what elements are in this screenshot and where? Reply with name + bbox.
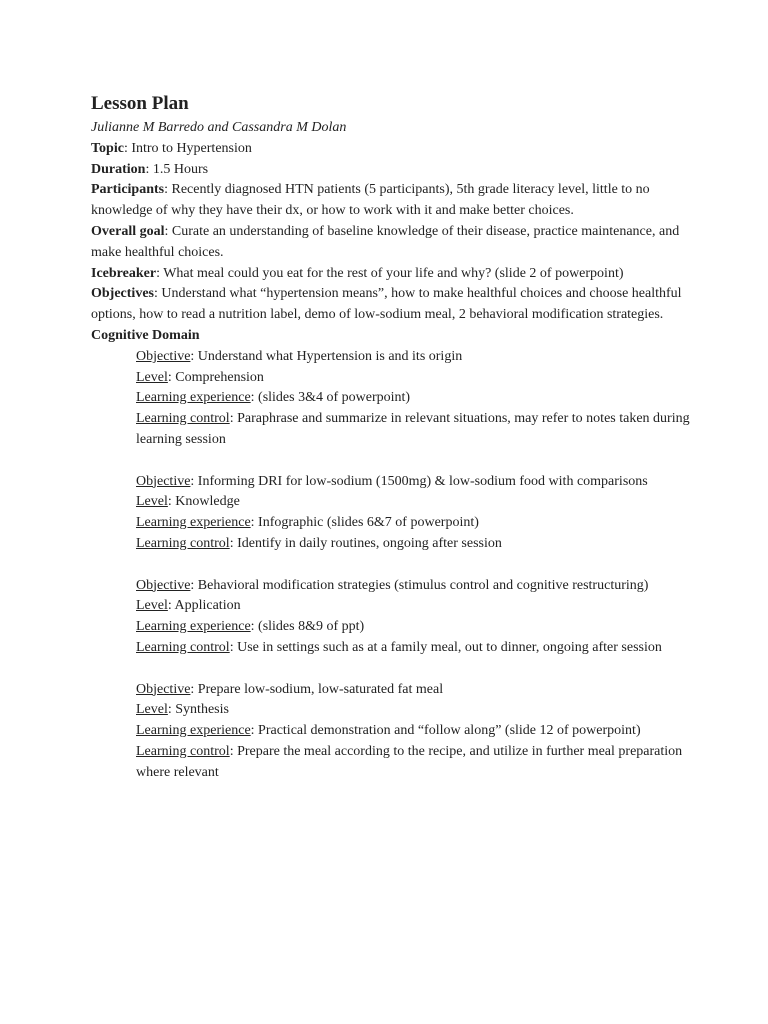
level-text: : Comprehension <box>167 369 264 385</box>
level-label: Level <box>136 369 168 385</box>
field-label: Icebreaker <box>91 265 157 281</box>
objective-block <box>136 347 691 451</box>
control-label: Learning control <box>136 535 230 551</box>
objective-line <box>136 576 691 597</box>
control-text: : Use in settings such as at a family meal, out to dinner, ongoing after session <box>229 639 662 655</box>
objective-text: : Prepare low-sodium, low-saturated fat meal <box>190 681 444 697</box>
field-label: Topic <box>91 140 124 156</box>
objective-block <box>136 576 691 659</box>
field-value: : Intro to Hypertension <box>123 140 252 156</box>
field-value: : Recently diagnosed HTN patients (5 participants), 5th grade literacy level, little to no knowledge of why they have their dx, or how to work with it and make better choices. <box>91 182 650 219</box>
experience-text: : (slides 8&9 of ppt) <box>250 619 365 635</box>
field-label: Duration <box>91 161 146 177</box>
experience-label: Learning experience <box>136 723 251 739</box>
field-label: Objectives <box>91 286 154 302</box>
level-label: Level <box>136 702 168 718</box>
field-value: : What meal could you eat for the rest of your life and why? (slide 2 of powerpoint) <box>156 265 624 281</box>
level-label: Level <box>136 494 168 510</box>
experience-line <box>136 513 691 534</box>
control-label: Learning control <box>136 411 230 427</box>
section-heading-cognitive-domain: Cognitive Domain <box>91 327 200 343</box>
objective-label: Objective <box>136 473 191 489</box>
control-label: Learning control <box>136 639 230 655</box>
experience-text: : Practical demonstration and “follow along” (slide 12 of powerpoint) <box>250 723 641 739</box>
objective-block <box>136 472 691 555</box>
field-icebreaker <box>91 264 691 285</box>
objective-text: : Understand what Hypertension is and its origin <box>190 348 463 364</box>
objective-line <box>136 472 691 493</box>
objective-line <box>136 680 691 701</box>
level-line <box>136 700 691 721</box>
field-objectives <box>91 284 691 326</box>
level-text: : Application <box>167 598 241 614</box>
objective-label: Objective <box>136 348 191 364</box>
control-text: : Identify in daily routines, ongoing after session <box>229 535 502 551</box>
field-value: : Curate an understanding of baseline knowledge of their disease, practice maintenance, and make healthful choices. <box>91 223 680 260</box>
field-duration <box>91 160 691 181</box>
field-label: Participants <box>91 182 165 198</box>
control-text: : Prepare the meal according to the recipe, and utilize in further meal preparation where relevant <box>136 743 683 780</box>
experience-label: Learning experience <box>136 515 251 531</box>
objective-label: Objective <box>136 681 191 697</box>
experience-label: Learning experience <box>136 390 251 406</box>
experience-line <box>136 617 691 638</box>
objective-block <box>136 680 691 784</box>
objective-line <box>136 347 691 368</box>
level-text: : Synthesis <box>167 702 229 718</box>
experience-text: : Infographic (slides 6&7 of powerpoint) <box>250 515 479 531</box>
field-participants <box>91 180 691 222</box>
experience-line <box>136 721 691 742</box>
experience-text: : (slides 3&4 of powerpoint) <box>250 390 411 406</box>
control-line <box>136 638 691 659</box>
level-line <box>136 368 691 389</box>
control-text: : Paraphrase and summarize in relevant situations, may refer to notes taken during learning session <box>136 411 690 447</box>
control-line <box>136 742 691 784</box>
level-line <box>136 596 691 617</box>
page-title: Lesson Plan <box>91 93 189 114</box>
objective-label: Objective <box>136 577 191 593</box>
experience-line <box>136 388 691 409</box>
objective-text: : Informing DRI for low-sodium (1500mg) & low-sodium food with comparisons <box>190 473 648 489</box>
field-overall-goal <box>91 222 691 264</box>
control-line <box>136 409 691 451</box>
level-text: : Knowledge <box>167 494 240 510</box>
control-label: Learning control <box>136 743 230 759</box>
control-line <box>136 534 691 555</box>
authors-line: Julianne M Barredo and Cassandra M Dolan <box>91 120 347 135</box>
level-label: Level <box>136 598 168 614</box>
level-line <box>136 492 691 513</box>
experience-label: Learning experience <box>136 619 251 635</box>
field-value: : 1.5 Hours <box>145 161 209 177</box>
field-topic <box>91 139 691 160</box>
field-value: : Understand what “hypertension means”, how to make healthful choices and choose healthful options, how to read a nutrition label, demo of low-sodium meal, 2 behavioral modification strategies. <box>91 286 682 323</box>
field-label: Overall goal <box>91 223 165 239</box>
objective-list <box>136 347 691 784</box>
objective-text: : Behavioral modification strategies (stimulus control and cognitive restructuring) <box>190 577 649 593</box>
document-body <box>91 92 691 804</box>
